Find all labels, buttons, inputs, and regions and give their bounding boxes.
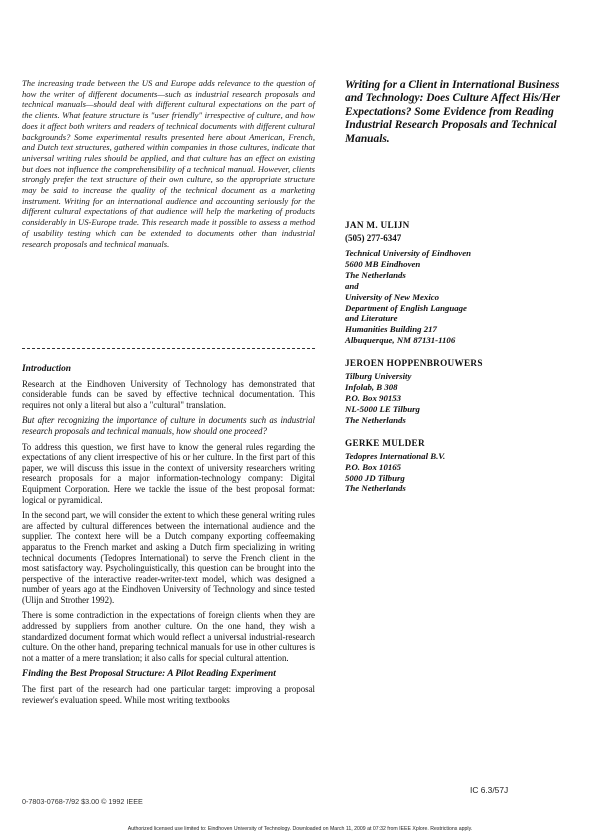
intro-paragraph-2: But after recognizing the importance of culture in documents such as industrial research proposals and technical manuals, how should one proceed? [22,415,315,436]
author-3 [345,438,580,495]
affiliation-line: NL-5000 LE Tilburg [345,403,420,414]
author-name: GERKE MULDER [345,437,425,448]
affiliation-line: 5600 MB Eindhoven [345,258,421,269]
affiliation-line: Technical University of Eindhoven [345,248,472,258]
author-block [345,220,580,506]
copyright-line: 0-7803-0768-7/92 $3.00 © 1992 IEEE [22,797,143,806]
affiliation-line: and [345,280,359,291]
section-paragraph: The first part of the research had one particular target: improving a proposal reviewer's evaluation speed. While most writing textbooks [22,684,315,706]
abstract-divider [22,348,315,349]
affiliation-line: and Literature [345,313,398,324]
author-name: JAN M. ULIJN [345,220,410,230]
affiliation-line: The Netherlands [345,483,406,494]
author-name: JEROEN HOPPENBROUWERS [345,358,483,369]
affiliation-line: Albuquerque, NM 87131-1106 [345,335,456,346]
affiliation-line: Infolab, B 308 [345,382,398,393]
intro-paragraph-4: In the second part, we will consider the extent to which these general writing rules are affected by cultural differences between the international audience and the supplier. The context here will be a Dutch company exporting coffeemaking apparatus to the French market and asking a Dutch firm specializing in writing technical documents (Tedopres International) to serve the French client in the most satisfactory way. Psycholinguistically, this question can be brought into the perspective of the interactive reader-writer-text model, which was designed a number of years ago at the Eindhoven University of Technology and since tested (Ulijn and Strother 1992). [22,510,315,605]
intro-paragraph-1: Research at the Eindhoven University of Technology has demonstrated that considerable funds can be saved by effective technical documentation. This requires not only a literal but also a "cultural" translation. [22,378,315,410]
author-2 [345,358,580,426]
affiliation-line: Tilburg University [345,371,412,382]
affiliation-line: P.O. Box 90153 [345,392,402,403]
intro-paragraph-5: There is some contradiction in the expectations of foreign clients when they are addressed by suppliers from another culture. On the one hand, they wish a standardized document format which would reflect a universal industrial-research culture. On the other hand, preparing technical manuals for use in other cultures is not a matter of a mere translation; it also calls for special cultural attention. [22,610,315,663]
affiliation-line: The Netherlands [345,414,406,425]
affiliation-line: University of New Mexico [345,291,440,302]
author-1 [345,220,580,346]
affiliation-line: Humanities Building 217 [345,324,437,335]
license-footer: Authorized licensed use limited to: Eindhoven University of Technology. Downloaded on March 11, 2009 at 07:32 from IEEE Xplore. Restrictions apply. [127,826,473,832]
author-phone: (505) 277-6347 [345,233,402,243]
classification-code: IC 6.3/57J [470,785,509,795]
section-heading: Finding the Best Proposal Structure: A Pilot Reading Experiment [22,669,276,680]
affiliation-line: 5000 JD Tilburg [345,472,405,483]
intro-paragraph-3: To address this question, we first have to know the general rules regarding the expectations of any client irrespective of his or her culture. In the first part of this paper, we will discuss this issue in the context of university researchers writing research proposals for a major information-technology company: Digital Equipment Corporation. Here we tackle the issue of the best proposal format: logical or pyramidical. [22,441,315,505]
intro-heading: Introduction [22,364,71,374]
affiliation-line: P.O. Box 10165 [345,461,402,472]
abstract: The increasing trade between the US and Europe adds relevance to the question of how the writer of different documents—such as industrial research proposals and technical manuals—should deal with different cultural expectations on the part of the clients. What feature structure is "user friendly" irrespective of culture, and how does it affect both writers and readers of technical documents with different cultural backgrounds? Some experimental results presented here about American, French, and Dutch text structures, gathered within companies in those cultures, indicate that universal writing rules should be applied, and that culture has an effect on existing but does not influence the comprehensibility of a technical manual. However, clients strongly prefer the text structure of their own culture, so the appropriate structure may be said to increase the quality of the technical document as a marketing instrument. Writing for an international audience and accounting seriously for the different cultural expectations of that audience will help the marketing of products considerably in US-Europe trade. This research made it possible to assess a method of usability testing which can be extended to documents other than industrial research proposals and technical manuals. [22,78,315,249]
affiliation-line: The Netherlands [345,269,406,280]
body-column [22,364,315,711]
affiliation-line: Department of English Language [345,302,467,313]
paper-title: Writing for a Client in International Business and Technology: Does Culture Affect His/Her Expectations? Some Evidence from Reading Industrial Research Proposals and Technical Manuals. [345,79,561,145]
affiliation-line: Tedopres International B.V. [345,450,446,461]
